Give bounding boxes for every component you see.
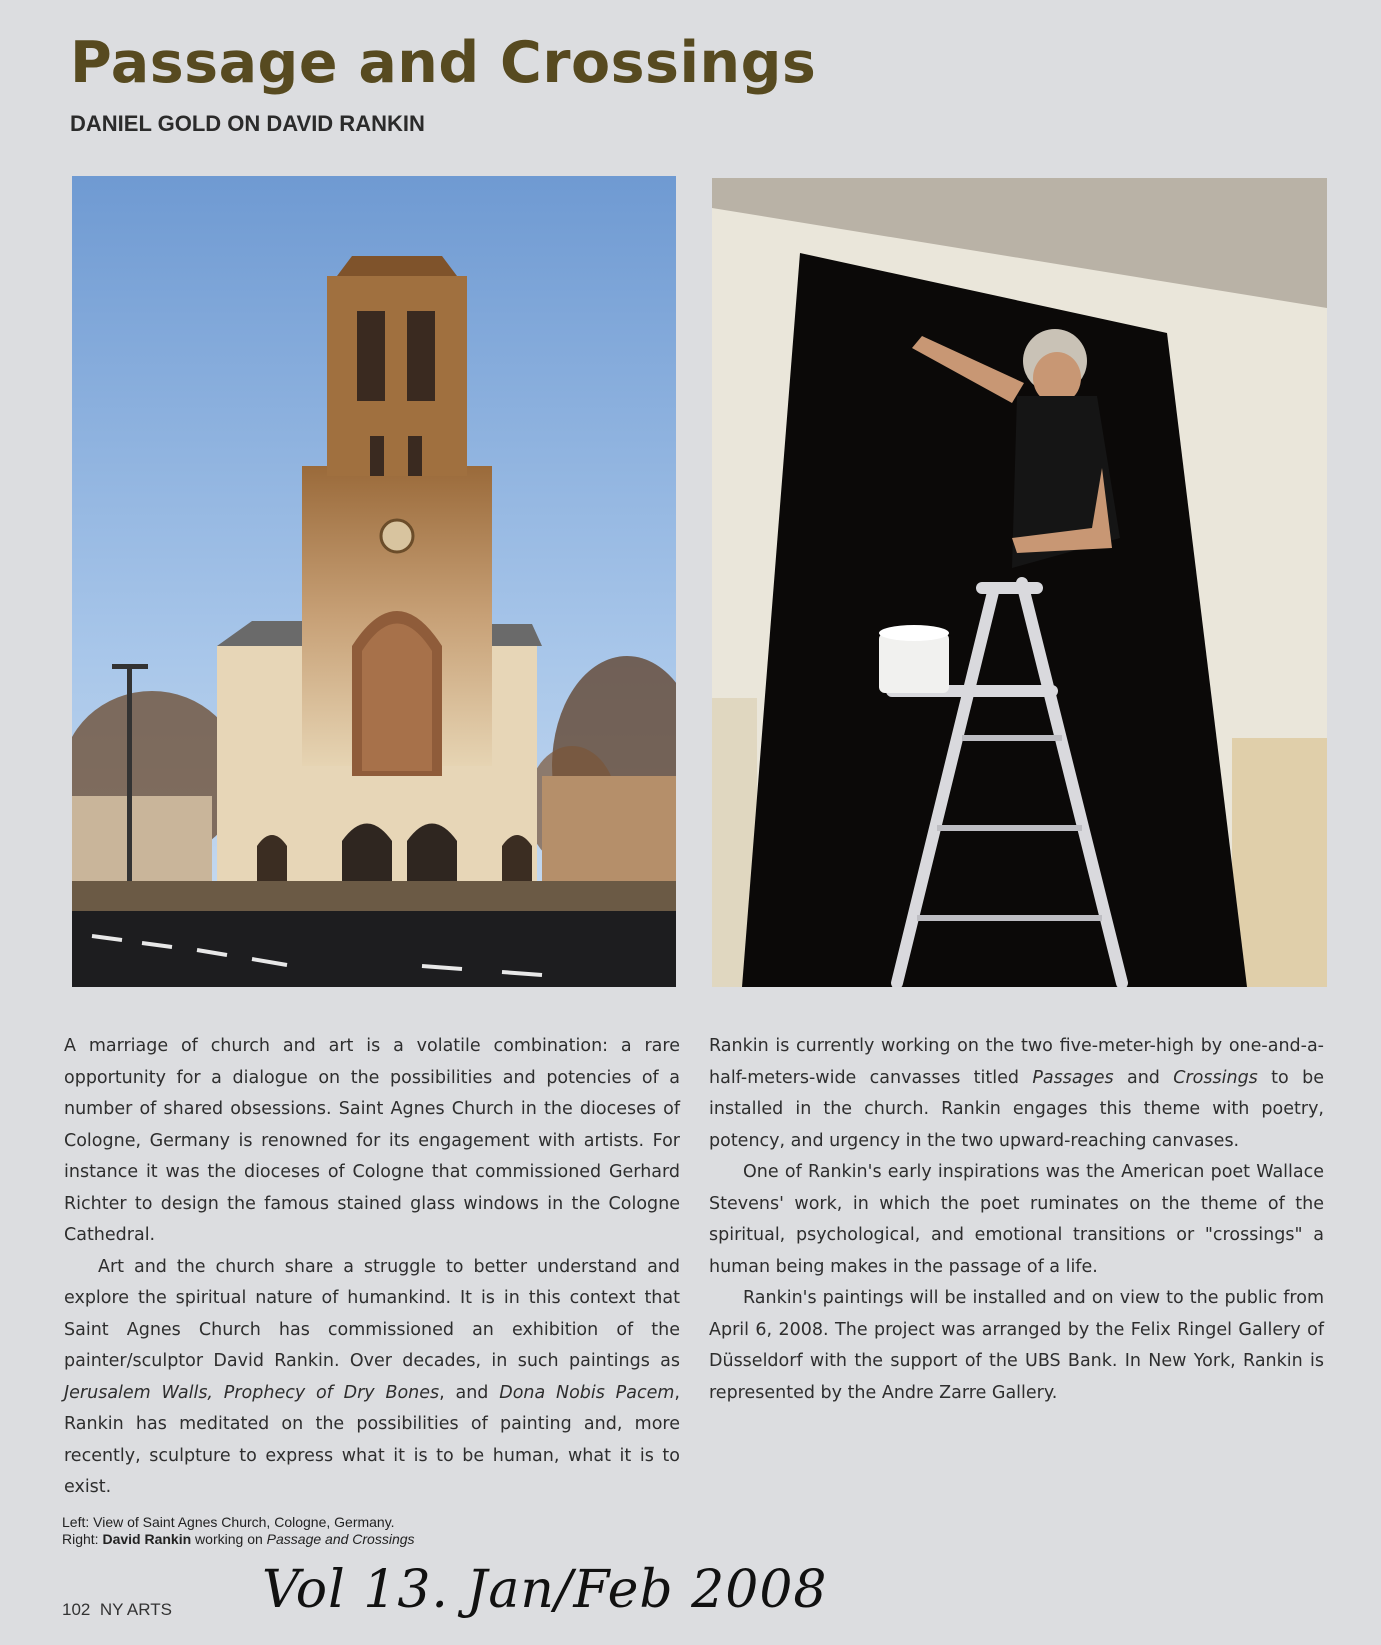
page-number: 102 <box>62 1600 91 1619</box>
work-titles: Jerusalem Walls, Prophecy of Dry Bones <box>64 1382 440 1403</box>
caption-artist-name: David Rankin <box>102 1531 192 1547</box>
paragraph: Rankin's paintings will be installed and on view to the public from April 6, 2008. The project was arranged by the Felix Ringel Gallery of Düsseldorf with the support of the UBS Bank. In New York, Rankin is represented by the Andre Zarre Gallery. <box>709 1288 1324 1403</box>
caption-text: View of Saint Agnes Church, Cologne, Germany. <box>89 1514 395 1530</box>
photo-caption <box>62 1514 415 1548</box>
caption-work-title: Passage and Crossings <box>266 1531 415 1547</box>
church-photo <box>72 176 676 987</box>
article-title: Passage and Crossings <box>70 30 817 96</box>
caption-left <box>62 1514 415 1531</box>
body-column-left <box>64 1031 680 1504</box>
text: Art and the church share a struggle to better understand and explore the spiritual nature of humankind. It is in this context that Saint Agnes Church has commissioned an exhibition of the painter/sculptor David Rankin. Over decades, in such paintings as <box>64 1256 680 1371</box>
text: , and <box>439 1382 500 1403</box>
work-title: Crossings <box>1173 1067 1258 1088</box>
paragraph <box>64 1252 680 1504</box>
artist-photo <box>712 178 1327 987</box>
text: , Rankin has meditated on the possibilities of painting and, more recently, sculpture to express what it is to be human, what it is to exist. <box>64 1382 680 1497</box>
paragraph <box>709 1031 1324 1157</box>
article-byline: DANIEL GOLD ON DAVID RANKIN <box>70 111 425 136</box>
caption-right <box>62 1531 415 1548</box>
caption-label: Right: <box>62 1531 99 1547</box>
page-folio <box>62 1600 172 1620</box>
text: Rankin is currently working on the two five-meter-high by one-and-a-half-meters-wide canvasses titled <box>709 1036 1324 1088</box>
paragraph: One of Rankin's early inspirations was the American poet Wallace Stevens' work, in which the poet ruminates on the theme of the spiritual, psychological, and emotional transitions or "crossings" a human being makes in the passage of a life. <box>709 1162 1324 1277</box>
magazine-name: NY ARTS <box>99 1600 172 1619</box>
paragraph: A marriage of church and art is a volatile combination: a rare opportunity for a dialogue on the possibilities and potencies of a number of shared obsessions. Saint Agnes Church in the dioceses of Cologne, Germany is renowned for its engagement with artists. For instance it was the dioceses of Cologne that commissioned Gerhard Richter to design the famous stained glass windows in the Cologne Cathedral. <box>64 1036 680 1245</box>
text: and <box>1113 1067 1174 1088</box>
caption-label: Left: <box>62 1514 90 1530</box>
caption-text: working on <box>191 1531 267 1547</box>
work-title: Passages <box>1032 1067 1114 1088</box>
work-title: Dona Nobis Pacem <box>499 1382 675 1403</box>
body-column-right <box>709 1031 1324 1409</box>
handwritten-note: Vol 13. Jan/Feb 2008 <box>262 1560 828 1620</box>
text: to be installed in the church. Rankin engages this theme with poetry, potency, and urgency in the two upward-reaching canvases. <box>709 1067 1324 1151</box>
